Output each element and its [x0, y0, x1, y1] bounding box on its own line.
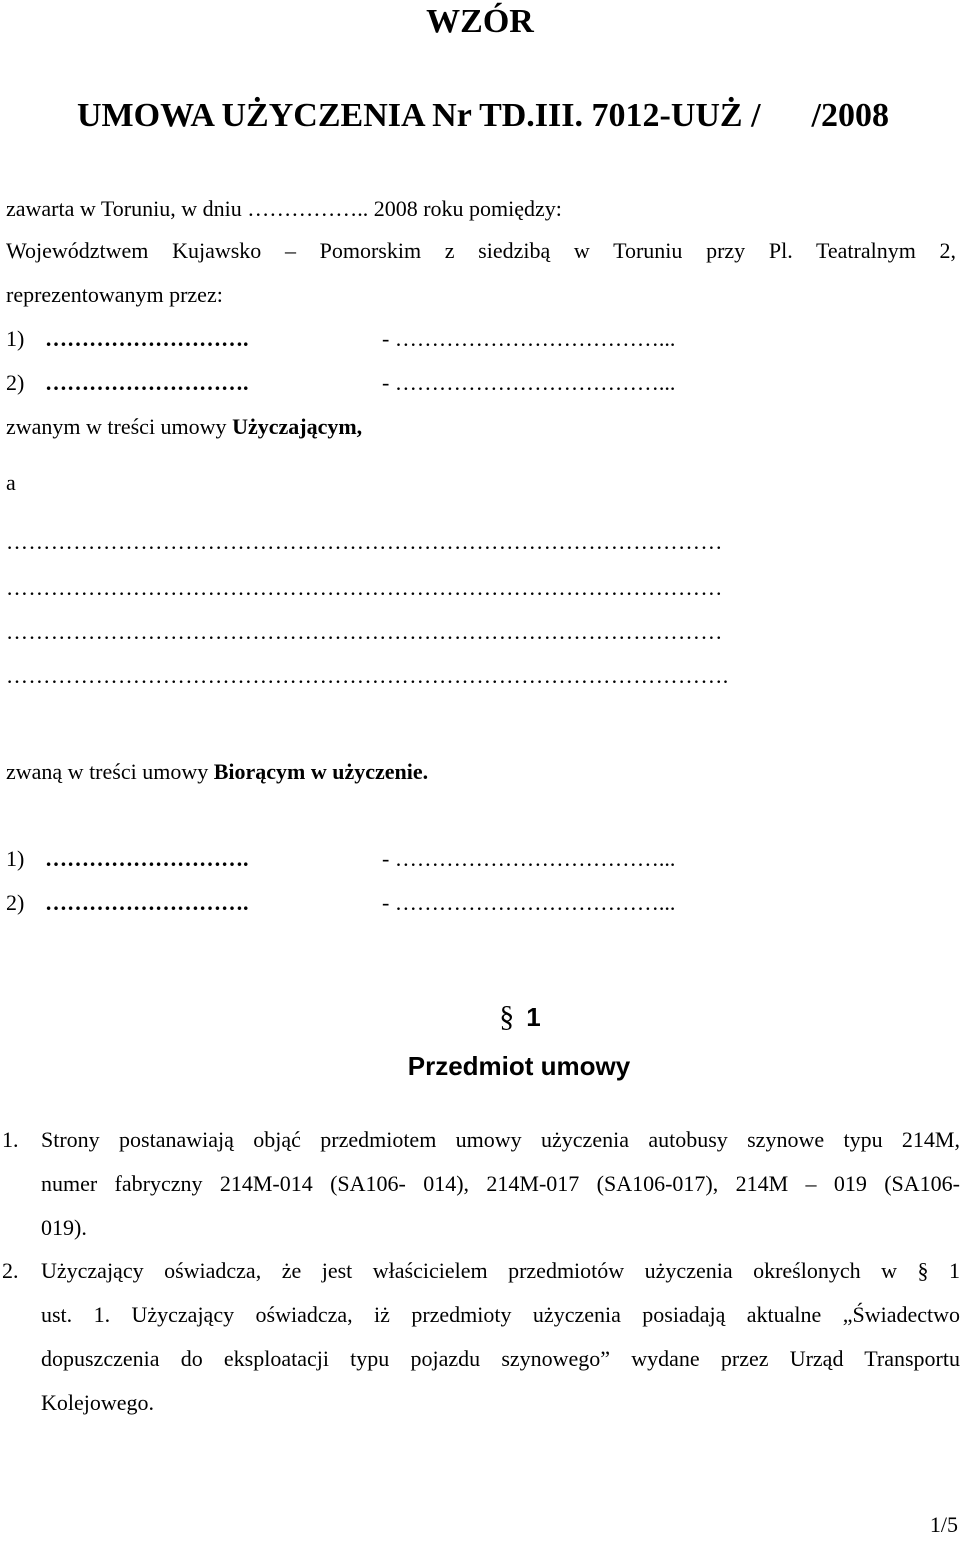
lender-rep-2-number: 2) [6, 370, 25, 395]
blank-line-4: ……………………………………………………………………………………. [6, 663, 729, 688]
lender-designation-prefix: zwanym w treści umowy [6, 414, 233, 439]
document-title: UMOWA UŻYCZENIA Nr TD.III. 7012-UUŻ / /2008 [77, 97, 889, 134]
paragraph-2-line-1: Użyczający oświadcza, że jest właścicielem przedmiotów użyczenia określonych w § 1 [41, 1258, 960, 1283]
paragraph-2 [0, 1249, 960, 1425]
section-number: 1 [526, 1002, 541, 1032]
draft-label: WZÓR [426, 3, 534, 40]
borrower-rep-1-name: ………………………. [45, 846, 249, 871]
lender-role-name: Użyczającym, [232, 414, 363, 439]
borrower-rep-1-number: 1) [6, 846, 25, 871]
lender-rep-2-name: ………………………. [45, 370, 249, 395]
paragraph-1-number: 1. [2, 1127, 19, 1152]
lender-rep-1-role: - ………………………………... [382, 326, 676, 351]
intro-line-1: zawarta w Toruniu, w dniu …………….. 2008 roku pomiędzy: [6, 196, 562, 221]
intro-line-3: reprezentowanym przez: [6, 282, 223, 307]
lender-designation [6, 414, 362, 440]
blank-line-1: …………………………………………………………………………………… [6, 529, 723, 554]
section-heading-number [0, 1000, 960, 1039]
lender-rep-1-name: ………………………. [45, 326, 249, 351]
conjunction: a [6, 470, 16, 495]
borrower-rep-1-role: - ………………………………... [382, 846, 676, 871]
borrower-role-name: Biorącym w użyczenie. [213, 759, 429, 784]
paragraph-1-line-2: numer fabryczny 214M-014 (SA106- 014), 214M-017 (SA106-017), 214M – 019 (SA106- [41, 1171, 960, 1196]
paragraph-1-line-1: Strony postanawiają objąć przedmiotem umowy użyczenia autobusy szynowe typu 214M, [41, 1127, 960, 1152]
paragraph-2-line-2: ust. 1. Użyczający oświadcza, iż przedmioty użyczenia posiadają aktualne „Świadectwo [41, 1302, 960, 1327]
paragraph-2-number: 2. [2, 1258, 19, 1283]
borrower-designation-prefix: zwaną w treści umowy [6, 759, 214, 784]
section-symbol: § [499, 1000, 515, 1033]
lender-rep-2-role: - ………………………………... [382, 370, 676, 395]
borrower-designation [6, 759, 428, 785]
section-title: Przedmiot umowy [407, 1051, 631, 1081]
lender-rep-1-number: 1) [6, 326, 25, 351]
paragraph-2-line-4: Kolejowego. [41, 1390, 155, 1415]
paragraph-2-line-3: dopuszczenia do eksploatacji typu pojazdu szynowego” wydane przez Urząd Transportu [41, 1346, 960, 1371]
borrower-rep-2-role: - ………………………………... [382, 890, 676, 915]
borrower-rep-2-name: ………………………. [45, 890, 249, 915]
paragraph-1 [0, 1118, 960, 1250]
borrower-rep-2-number: 2) [6, 890, 25, 915]
intro-line-2: Województwem Kujawsko – Pomorskim z siedzibą w Toruniu przy Pl. Teatralnym 2, [6, 238, 956, 263]
paragraph-1-line-3: 019). [41, 1215, 87, 1240]
blank-line-3: …………………………………………………………………………………… [6, 619, 723, 644]
blank-line-2: …………………………………………………………………………………… [6, 575, 723, 600]
page-number: 1/5 [929, 1512, 958, 1537]
